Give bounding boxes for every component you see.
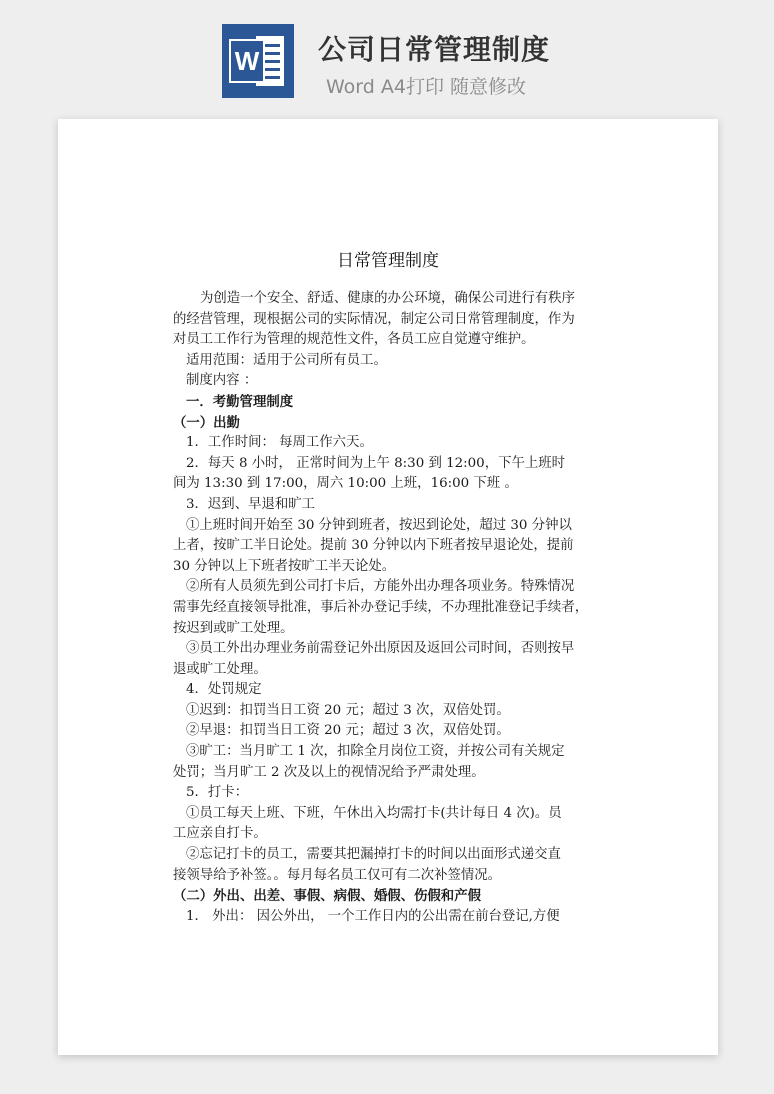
paragraph-line: ②所有人员须先到公司打卡后，方能外出办理各项业务。特殊情况 (186, 579, 575, 595)
paragraph-line: 工应亲自打卡。 (173, 826, 267, 842)
paragraph-line: 处罚；当月旷工 2 次及以上的视情况给予严肃处理。 (173, 764, 485, 780)
document-page (58, 119, 718, 1055)
paragraph-line: ①迟到：扣罚当日工资 20 元；超过 3 次，双倍处罚。 (186, 702, 510, 718)
paragraph-line: 需事先经直接领导批准，事后补办登记手续，不办理批准登记手续者， (173, 599, 589, 615)
banner-header (0, 0, 774, 110)
paragraph-line: 间为 13:30 到 17:00，周六 10:00 上班，16:00 下班 。 (173, 476, 518, 492)
paragraph-line: 3．迟到、早退和旷工 (186, 496, 316, 512)
paragraph-line: 的经营管理，现根据公司的实际情况，制定公司日常管理制度，作为 (173, 311, 575, 327)
header-subtitle: Word A4打印 随意修改 (326, 76, 527, 98)
paragraph-line: 接领导给予补签。。每月每名员工仅可有二次补签情况。 (173, 867, 502, 883)
section-heading: （一）出勤 (173, 414, 240, 431)
paragraph-line: 2．每天 8 小时， 正常时间为上午 8:30 到 12:00，下午上班时 (186, 455, 566, 471)
word-document-icon (222, 24, 294, 98)
paragraph-line: 上者，按旷工半日论处。提前 30 分钟以内下班者按早退论处，提前 (173, 538, 574, 554)
paragraph-line: 退或旷工处理。 (173, 661, 267, 677)
paragraph-line: ②早退：扣罚当日工资 20 元；超过 3 次，双倍处罚。 (186, 723, 510, 739)
paragraph-line: 按迟到或旷工处理。 (173, 620, 294, 636)
paragraph-line: 制度内容 ： (186, 373, 258, 389)
paragraph-line: 对员工工作行为管理的规范性文件，各员工应自觉遵守维护。 (173, 332, 535, 348)
paragraph-line: ①员工每天上班、下班，午休出入均需打卡(共计每日 4 次)。员 (186, 805, 562, 821)
paragraph-line: ③员工外出办理业务前需登记外出原因及返回公司时间，否则按早 (186, 641, 575, 657)
paragraph-line: ②忘记打卡的员工，需要其把漏掉打卡的时间以出面形式递交直 (186, 847, 561, 863)
paragraph-line: 1． 外出： 因公外出， 一个工作日内的公出需在前台登记,方便 (186, 908, 560, 924)
paragraph-line: 适用范围：适用于公司所有员工。 (186, 352, 387, 368)
paragraph-line: 为创造一个安全、舒适、健康的办公环境，确保公司进行有秩序 (200, 291, 575, 306)
paragraph-line: 5．打卡： (186, 785, 249, 801)
paragraph-line: ①上班时间开始至 30 分钟到班者，按迟到论处，超过 30 分钟以 (186, 517, 572, 533)
section-heading: 一．考勤管理制度 (186, 393, 294, 410)
header-title: 公司日常管理制度 (318, 33, 551, 66)
section-heading: （二）外出、出差、事假、病假、婚假、伤假和产假 (173, 888, 481, 905)
document-title: 日常管理制度 (337, 251, 439, 271)
paragraph-line: 4．处罚规定 (186, 682, 262, 698)
document-body (173, 289, 603, 927)
paragraph-line: ③旷工：当月旷工 1 次，扣除全月岗位工资，并按公司有关规定 (186, 744, 565, 760)
paragraph-line: 1．工作时间： 每周工作六天。 (186, 435, 373, 451)
word-icon-letter: W (234, 46, 260, 76)
paragraph-line: 30 分钟以上下班者按旷工半天论处。 (173, 558, 396, 574)
